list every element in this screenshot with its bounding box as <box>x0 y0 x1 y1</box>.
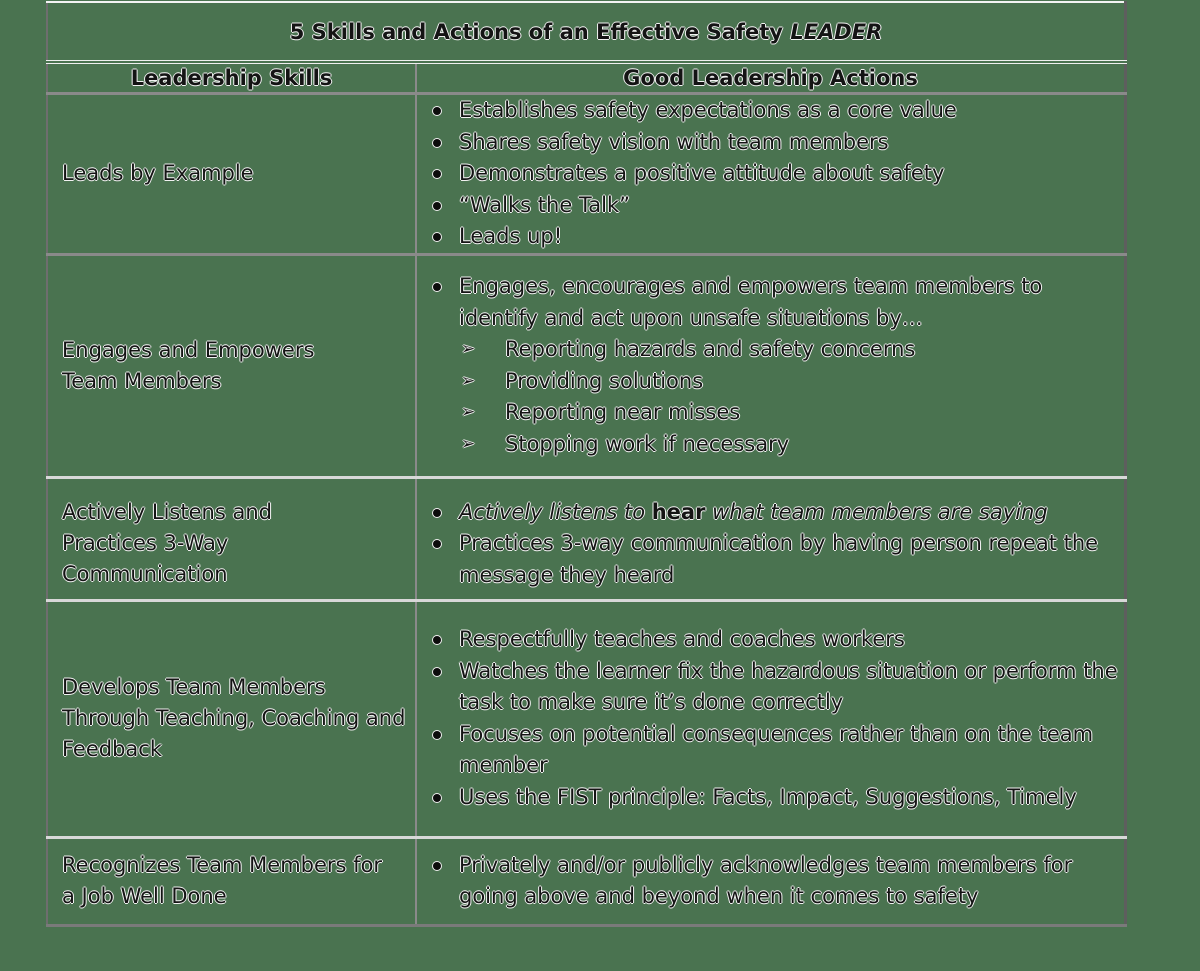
bullet-dot-icon <box>433 509 441 517</box>
list-item: Privately and/or publicly acknowledges team members for going above and beyond when it comes to safety <box>429 850 1118 913</box>
skill-text: Actively Listens and Practices 3-Way Communication <box>62 499 272 586</box>
title-emphasis: LEADER <box>790 19 883 44</box>
table-title <box>47 2 1126 62</box>
action-list <box>429 850 1118 913</box>
bullet-dot-icon <box>433 794 441 802</box>
bullet-dot-icon <box>433 202 441 210</box>
skill-cell <box>47 837 416 925</box>
header-row <box>47 62 1126 94</box>
table-row <box>47 837 1126 925</box>
skill-cell <box>47 254 416 477</box>
skill-text: Recognizes Team Members for a Job Well Done <box>62 853 383 908</box>
title-text: 5 Skills and Actions of an Effective Safety <box>289 19 791 44</box>
bullet-dot-icon <box>433 107 441 115</box>
skill-text: Develops Team Members Through Teaching, Coaching and Feedback <box>62 675 406 761</box>
actions-cell <box>416 477 1126 600</box>
title-row <box>47 2 1126 62</box>
bullet-dot-icon <box>433 233 441 241</box>
list-item: Watches the learner fix the hazardous situation or perform the task to make sure it’s done correctly <box>429 656 1118 719</box>
sub-list-item: ➢ Providing solutions <box>459 366 1118 398</box>
list-item: Leads up! <box>429 221 1118 253</box>
table-row <box>47 254 1126 477</box>
actions-cell <box>416 94 1126 255</box>
bullet-dot-icon <box>433 636 441 644</box>
sub-list-item: ➢ Reporting near misses <box>459 397 1118 429</box>
bullet-dot-icon <box>433 283 441 291</box>
table-row <box>47 477 1126 600</box>
arrowhead-right-icon: ➢ <box>461 370 476 391</box>
action-list <box>429 497 1118 592</box>
bullet-dot-icon <box>433 862 441 870</box>
bullet-dot-icon <box>433 540 441 548</box>
sub-list-item: ➢ Reporting hazards and safety concerns <box>459 334 1118 366</box>
actions-cell <box>416 837 1126 925</box>
list-item: Practices 3-way communication by having person repeat the message they heard <box>429 528 1118 591</box>
skill-cell: Leads by Example <box>47 94 416 255</box>
arrowhead-right-icon: ➢ <box>461 339 476 359</box>
bullet-dot-icon <box>433 731 441 739</box>
sub-list-item: ➢ Stopping work if necessary <box>459 429 1118 461</box>
leadership-skills-table <box>46 1 1127 927</box>
action-list <box>429 271 1118 460</box>
skill-cell <box>47 477 416 600</box>
list-item: “Walks the Talk” <box>429 190 1118 222</box>
list-item: Focuses on potential consequences rather than on the team member <box>429 719 1118 782</box>
list-item: Respectfully teaches and coaches workers <box>429 624 1118 656</box>
header-good-leadership-actions: Good Leadership Actions <box>416 62 1126 94</box>
list-item: Shares safety vision with team members <box>429 127 1118 159</box>
list-item: Establishes safety expectations as a core value <box>429 95 1118 127</box>
bullet-dot-icon <box>433 668 441 676</box>
table-row <box>47 600 1126 837</box>
sub-action-list <box>459 334 1118 460</box>
list-item: Engages, encourages and empowers team members to identify and act upon unsafe situations by… ➢ Reporting hazards and safety concerns ➢ Providing solutions ➢ Reporting near misses ➢ Stopping work if necessary <box>429 271 1118 460</box>
list-item: Demonstrates a positive attitude about safety <box>429 158 1118 190</box>
table-row <box>47 94 1126 255</box>
action-list <box>429 95 1118 253</box>
arrowhead-right-icon: ➢ <box>461 433 476 454</box>
skill-cell <box>47 600 416 837</box>
skill-text: Engages and Empowers Team Members <box>62 337 315 393</box>
arrowhead-right-icon: ➢ <box>461 402 476 422</box>
actions-cell <box>416 600 1126 837</box>
list-item: Actively listens to hear what team members are saying <box>429 497 1118 529</box>
bullet-dot-icon <box>433 170 441 178</box>
action-list <box>429 624 1118 813</box>
header-leadership-skills: Leadership Skills <box>47 62 416 94</box>
bullet-dot-icon <box>433 139 441 147</box>
actions-cell <box>416 254 1126 477</box>
list-item: Uses the FIST principle: Facts, Impact, Suggestions, Timely <box>429 782 1118 814</box>
